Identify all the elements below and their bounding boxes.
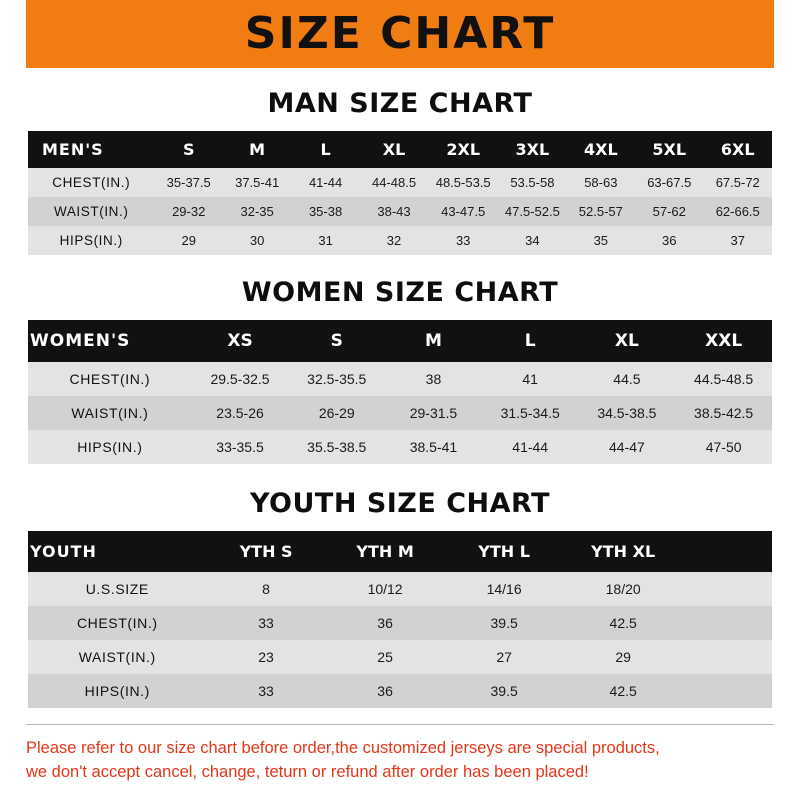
column-header: S — [288, 320, 385, 362]
table-row — [28, 430, 772, 464]
table-cell: 39.5 — [445, 606, 564, 640]
table-cell-spacer — [683, 674, 772, 708]
table-row — [28, 362, 772, 396]
table-header-row — [28, 131, 772, 168]
page-title: SIZE CHART — [244, 8, 556, 59]
table-cell: 29 — [564, 640, 683, 674]
man-section-title: MAN SIZE CHART — [267, 88, 533, 119]
table-header-row — [28, 320, 772, 362]
table-row — [28, 572, 772, 606]
table-cell: 44-48.5 — [360, 168, 428, 197]
table-cell: 43-47.5 — [428, 197, 498, 226]
table-cell: 35 — [567, 226, 635, 255]
table-cell: 37 — [703, 226, 772, 255]
column-header-spacer — [683, 531, 772, 572]
table-cell: 63-67.5 — [635, 168, 703, 197]
column-header: XL — [579, 320, 676, 362]
table-cell: 36 — [326, 674, 445, 708]
header-banner — [0, 0, 800, 68]
table-cell: 62-66.5 — [703, 197, 772, 226]
table-cell: 8 — [207, 572, 326, 606]
table-cell: 23.5-26 — [192, 396, 289, 430]
table-cell: 41 — [482, 362, 579, 396]
column-header: M — [385, 320, 482, 362]
table-cell: 32.5-35.5 — [288, 362, 385, 396]
table-cell: 33 — [207, 606, 326, 640]
youth-section-title: YOUTH SIZE CHART — [249, 488, 551, 519]
table-cell: 32 — [360, 226, 428, 255]
column-header: YTH S — [207, 531, 326, 572]
table-cell: 31 — [291, 226, 359, 255]
row-label: WAIST(IN.) — [28, 197, 154, 226]
table-cell: 23 — [207, 640, 326, 674]
table-row — [28, 640, 772, 674]
table-cell: 37.5-41 — [223, 168, 291, 197]
table-row — [28, 606, 772, 640]
column-header: L — [291, 131, 359, 168]
table-cell: 29-31.5 — [385, 396, 482, 430]
table-cell: 36 — [635, 226, 703, 255]
table-cell: 41-44 — [482, 430, 579, 464]
table-cell: 39.5 — [445, 674, 564, 708]
women-size-table — [28, 320, 772, 464]
table-cell: 25 — [326, 640, 445, 674]
table-row — [28, 226, 772, 255]
column-header: 2XL — [428, 131, 498, 168]
table-cell: 31.5-34.5 — [482, 396, 579, 430]
table-cell: 44-47 — [579, 430, 676, 464]
table-cell: 47-50 — [675, 430, 772, 464]
banner-notch-left — [0, 0, 26, 68]
banner-notch-right — [774, 0, 800, 68]
table-cell: 35-38 — [291, 197, 359, 226]
table-cell: 47.5-52.5 — [498, 197, 566, 226]
column-header: YTH XL — [564, 531, 683, 572]
table-cell: 38.5-42.5 — [675, 396, 772, 430]
table-cell: 42.5 — [564, 606, 683, 640]
table-cell: 33 — [207, 674, 326, 708]
table-cell: 33 — [428, 226, 498, 255]
table-cell: 48.5-53.5 — [428, 168, 498, 197]
column-header: 6XL — [703, 131, 772, 168]
table-cell: 53.5-58 — [498, 168, 566, 197]
column-header: L — [482, 320, 579, 362]
table-row — [28, 197, 772, 226]
table-row — [28, 396, 772, 430]
table-cell: 35-37.5 — [154, 168, 222, 197]
column-header: 4XL — [567, 131, 635, 168]
column-header: XXL — [675, 320, 772, 362]
table-cell: 29 — [154, 226, 222, 255]
row-label: WAIST(IN.) — [28, 640, 207, 674]
column-header: YOUTH — [28, 531, 207, 572]
table-cell: 32-35 — [223, 197, 291, 226]
table-cell: 67.5-72 — [703, 168, 772, 197]
row-label: CHEST(IN.) — [28, 606, 207, 640]
table-cell: 29-32 — [154, 197, 222, 226]
man-size-table — [28, 131, 772, 255]
youth-table-wrap — [28, 531, 772, 708]
table-cell: 27 — [445, 640, 564, 674]
column-header: XL — [360, 131, 428, 168]
table-row — [28, 168, 772, 197]
women-section-title: WOMEN SIZE CHART — [241, 277, 559, 308]
row-label: CHEST(IN.) — [28, 168, 154, 197]
footer-line-1: Please refer to our size chart before order,the customized jerseys are special products, — [26, 739, 660, 757]
column-header: MEN'S — [28, 131, 154, 168]
table-cell: 44.5 — [579, 362, 676, 396]
table-cell: 38-43 — [360, 197, 428, 226]
women-table-wrap — [28, 320, 772, 464]
table-cell: 38 — [385, 362, 482, 396]
column-header: YTH M — [326, 531, 445, 572]
table-cell: 30 — [223, 226, 291, 255]
column-header: 3XL — [498, 131, 566, 168]
table-cell-spacer — [683, 640, 772, 674]
table-cell: 58-63 — [567, 168, 635, 197]
table-cell: 52.5-57 — [567, 197, 635, 226]
row-label: HIPS(IN.) — [28, 674, 207, 708]
row-label: HIPS(IN.) — [28, 430, 192, 464]
table-cell: 35.5-38.5 — [288, 430, 385, 464]
column-header: M — [223, 131, 291, 168]
table-cell: 33-35.5 — [192, 430, 289, 464]
column-header: XS — [192, 320, 289, 362]
column-header: S — [154, 131, 222, 168]
table-cell-spacer — [683, 606, 772, 640]
man-table-wrap — [28, 131, 772, 255]
table-header-row — [28, 531, 772, 572]
row-label: HIPS(IN.) — [28, 226, 154, 255]
table-cell: 10/12 — [326, 572, 445, 606]
table-cell: 42.5 — [564, 674, 683, 708]
table-cell: 44.5-48.5 — [675, 362, 772, 396]
row-label: CHEST(IN.) — [28, 362, 192, 396]
column-header: YTH L — [445, 531, 564, 572]
row-label: U.S.SIZE — [28, 572, 207, 606]
column-header: 5XL — [635, 131, 703, 168]
youth-size-table — [28, 531, 772, 708]
table-cell: 41-44 — [291, 168, 359, 197]
table-cell: 57-62 — [635, 197, 703, 226]
table-cell: 34 — [498, 226, 566, 255]
footer-disclaimer — [26, 724, 774, 785]
table-row — [28, 674, 772, 708]
row-label: WAIST(IN.) — [28, 396, 192, 430]
table-cell: 29.5-32.5 — [192, 362, 289, 396]
table-cell: 14/16 — [445, 572, 564, 606]
table-cell: 36 — [326, 606, 445, 640]
column-header: WOMEN'S — [28, 320, 192, 362]
footer-line-2: we don't accept cancel, change, teturn or refund after order has been placed! — [26, 762, 589, 781]
table-cell: 26-29 — [288, 396, 385, 430]
table-cell: 18/20 — [564, 572, 683, 606]
table-cell: 38.5-41 — [385, 430, 482, 464]
table-cell-spacer — [683, 572, 772, 606]
table-cell: 34.5-38.5 — [579, 396, 676, 430]
